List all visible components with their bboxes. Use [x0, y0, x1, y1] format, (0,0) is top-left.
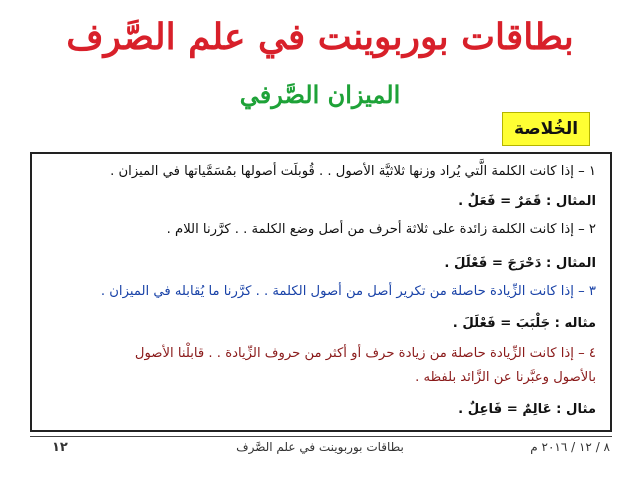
page-subtitle: الميزان الصَّرفي [239, 80, 401, 109]
rule-3-text: ٣ – إذا كانت الزِّيادة حاصلة من تكرير أصل من أصول الكلمة . . كرَّرنا ما يُقابله في الميزان . [100, 284, 596, 299]
rule-3-example: مثاله : جَلْبَبَ = فَعْلَلَ . [452, 316, 596, 331]
rule-2-example: المثال : دَحْرَجَ = فَعْلَلَ . [444, 256, 596, 271]
section-badge: الخُلاصة [502, 112, 590, 146]
rule-1-example: المثال : قَمَرٌ = فَعَلٌ . [458, 194, 596, 209]
footer-series-title: بطاقات بوربوينت في علم الصَّرف [236, 440, 404, 454]
rule-4-text: ٤ – إذا كانت الزِّيادة حاصلة من زيادة حرف أو أكثر من حروف الزِّيادة . . قابلْنا الأصول [134, 346, 596, 361]
footer-divider [30, 436, 612, 437]
rule-4-example: مثال : عَالِمٌ = فَاعِلٌ . [458, 402, 596, 417]
footer-date: ٨ / ١٢ / ٢٠١٦ م [530, 440, 610, 454]
content-box [30, 152, 612, 432]
rule-1-text: ١ – إذا كانت الكلمة الَّتي يُراد وزنها ثلاثيَّة الأصول . . قُوبلَت أصولها بمُسَمَّياتها في الميزان . [110, 164, 596, 179]
rule-2-text: ٢ – إذا كانت الكلمة زائدة على ثلاثة أحرف من أصل وضع الكلمة . . كرَّرنا اللام . [166, 222, 596, 237]
page-title: بطاقات بوربوينت في علم الصَّرف [66, 16, 574, 58]
page-number: ١٢ [52, 440, 68, 455]
rule-4-text-continued: بالأصول وعبَّرنا عن الزَّائد بلفظه . [415, 370, 596, 385]
